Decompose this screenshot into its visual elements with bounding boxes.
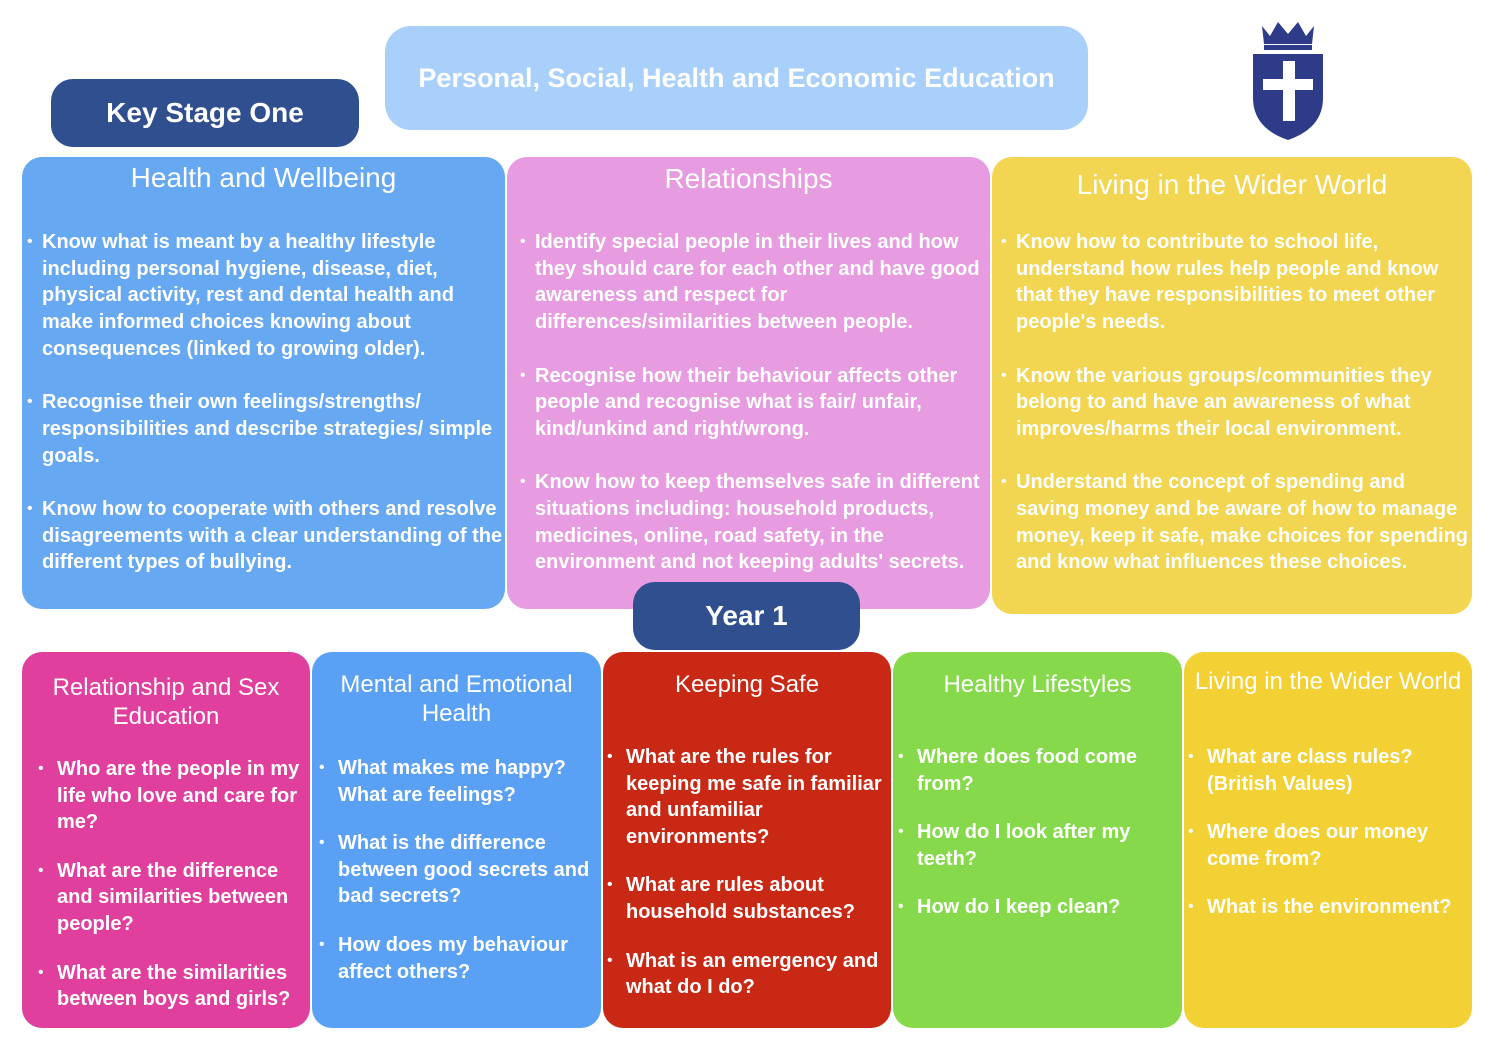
living-in-the-wider-world-title: Living in the Wider World [1076,169,1388,200]
list-item: • What are rules about household substances? [626,872,889,925]
list-item: • What is the difference between good secrets and bad secrets? [338,830,600,910]
keeping-safe-title: Keeping Safe [674,671,820,698]
list-item: • Recognise how their behaviour affects other people and recognise what is fair/ unfair, kind/unkind and right/wrong. [535,363,983,443]
health-and-wellbeing-list [42,229,504,603]
school-crest-icon [1250,16,1326,144]
list-item: • What is the environment? [1207,894,1471,921]
list-item: • Know the various groups/communities they belong to and have an awareness of what improves/harms their local environment. [1016,363,1468,443]
page-title-banner [385,26,1088,130]
relationship-and-sex-education-title: Relationship and Sex Education [52,674,280,730]
relationship-and-sex-education-box [22,652,310,1028]
key-stage-label: Key Stage One [51,79,359,147]
relationship-and-sex-education-list [57,756,309,1035]
mental-and-emotional-health-title: Mental and Emotional Health [340,671,573,727]
list-item: • Know what is meant by a healthy lifestyle including personal hygiene, disease, diet, physical activity, rest and dental health and make informed choices knowing about consequences (linked to growing older). [42,229,504,363]
healthy-lifestyles-title: Healthy Lifestyles [943,671,1132,698]
healthy-lifestyles-box [893,652,1182,1028]
living-in-the-wider-world-box [992,157,1472,614]
list-item: • What are class rules? (British Values) [1207,744,1471,797]
list-item: • What are the difference and similarities between people? [57,858,309,938]
health-and-wellbeing-box [22,157,505,609]
list-item: • What is an emergency and what do I do? [626,948,889,1001]
health-and-wellbeing-title: Health and Wellbeing [130,162,397,193]
list-item: • How does my behaviour affect others? [338,932,600,985]
list-item: • Know how to keep themselves safe in different situations including: household products, medicines, online, road safety, in the environment and not keeping adults' secrets. [535,469,983,576]
keeping-safe-list [626,744,889,1023]
list-item: • How do I look after my teeth? [917,819,1179,872]
list-item: • What are the similarities between boys and girls? [57,960,309,1013]
list-item: • Recognise their own feelings/strengths/ responsibilities and describe strategies/ simple goals. [42,389,504,469]
list-item: • Where does food come from? [917,744,1179,797]
list-item: • Know how to cooperate with others and resolve disagreements with a clear understanding of the different types of bullying. [42,496,504,576]
relationships-box [507,157,990,609]
list-item: • Who are the people in my life who love and care for me? [57,756,309,836]
list-item: • What makes me happy? What are feelings? [338,755,600,808]
mental-and-emotional-health-box [312,652,601,1028]
year-label: Year 1 [633,582,860,650]
living-in-the-wider-world-year1-list [1207,744,1471,943]
living-in-the-wider-world-list [1016,229,1468,603]
list-item: • Understand the concept of spending and saving money and be aware of how to manage money, keep it safe, make choices for spending and know what influences these choices. [1016,469,1468,576]
list-item: • Where does our money come from? [1207,819,1471,872]
list-item: • How do I keep clean? [917,894,1179,921]
relationships-title: Relationships [664,163,833,194]
keeping-safe-box [603,652,891,1028]
mental-and-emotional-health-list [338,755,600,1007]
healthy-lifestyles-list [917,744,1179,943]
living-in-the-wider-world-year1-box [1184,652,1472,1028]
living-in-the-wider-world-year1-title: Living in the Wider World [1194,668,1462,695]
list-item: • What are the rules for keeping me safe in familiar and unfamiliar environments? [626,744,889,850]
page-title: Personal, Social, Health and Economic Education [418,62,1055,93]
list-item: • Identify special people in their lives and how they should care for each other and have good awareness and respect for differences/similarities between people. [535,229,983,336]
relationships-list [535,229,983,603]
list-item: • Know how to contribute to school life, understand how rules help people and know that they have responsibilities to meet other people's needs. [1016,229,1468,336]
